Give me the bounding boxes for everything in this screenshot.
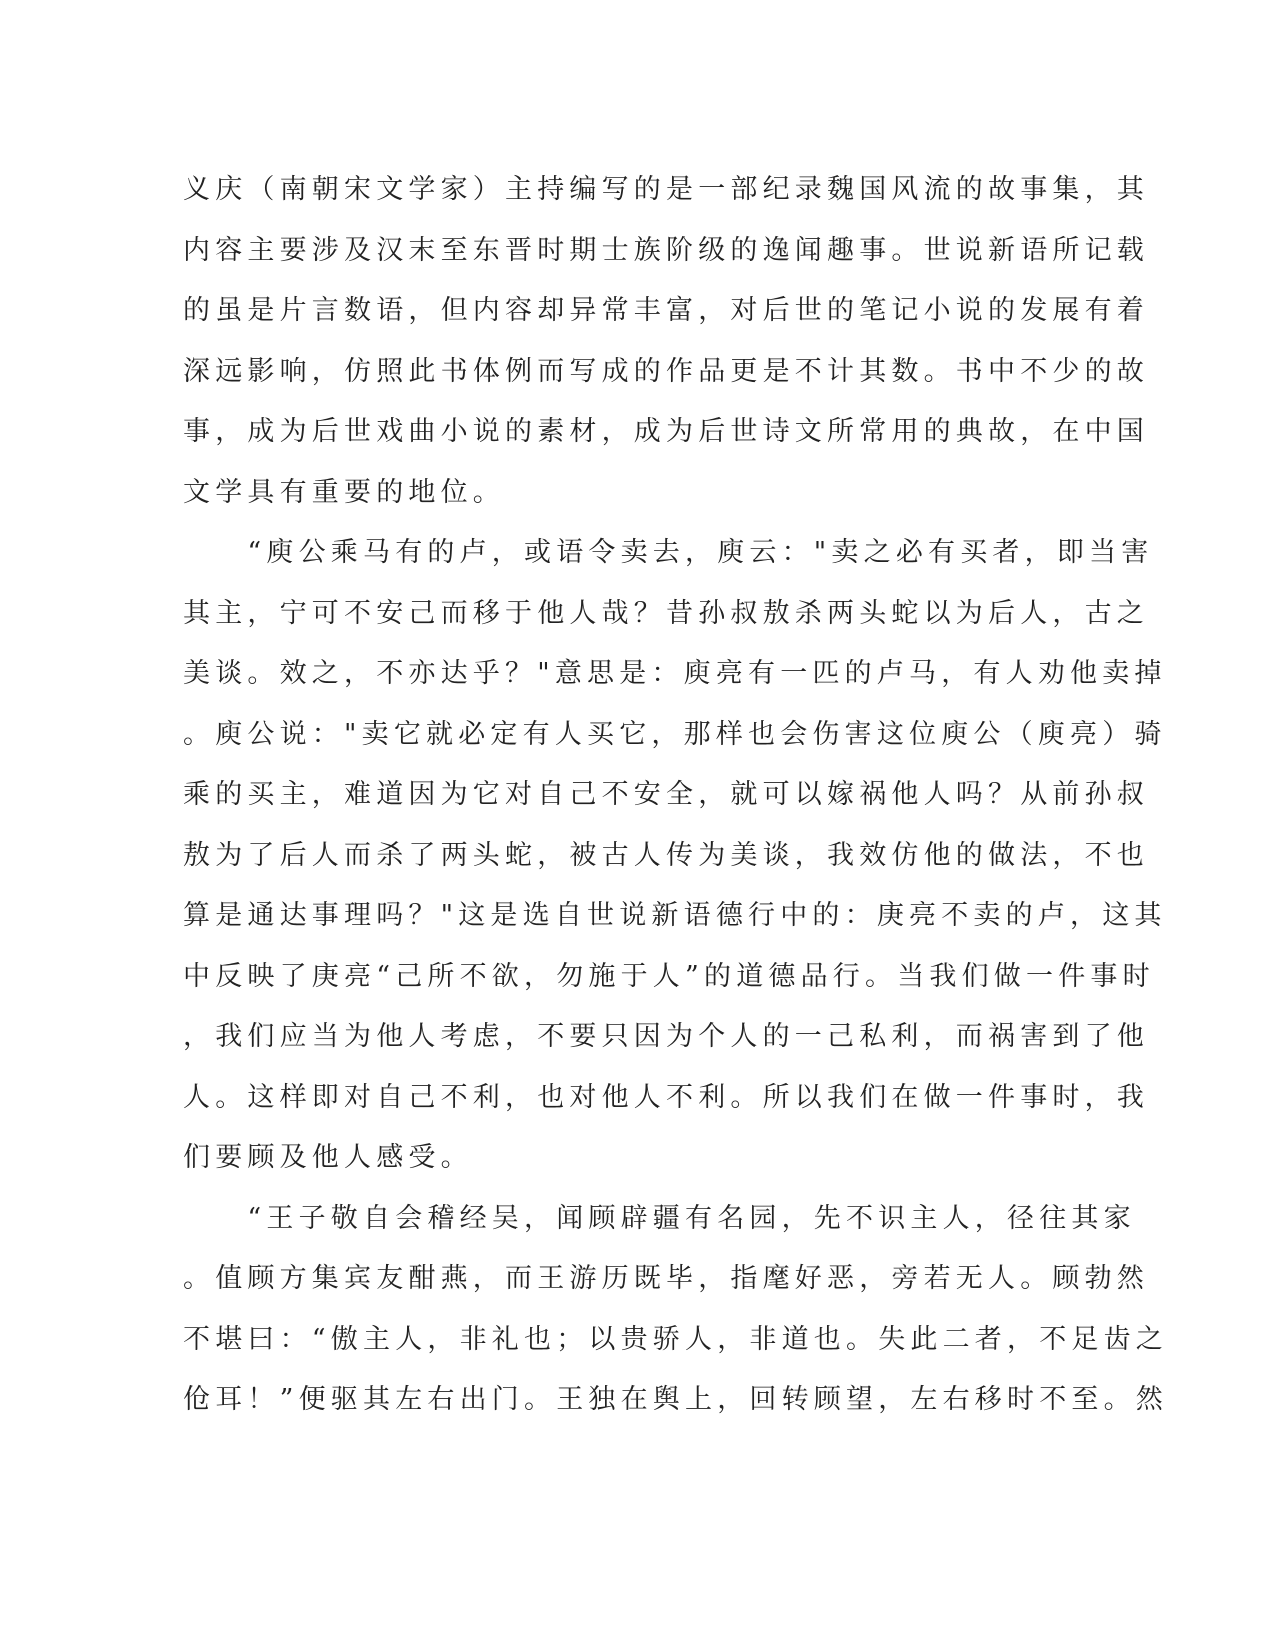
body-text: [183, 160, 1169, 1431]
text-line: 其主，宁可不安己而移于他人哉？昔孙叔敖杀两头蛇以为后人，古之: [183, 597, 1149, 629]
text-line: 义庆（南朝宋文学家）主持编写的是一部纪录魏国风流的故事集，其: [183, 174, 1149, 205]
text-line: 敖为了后人而杀了两头蛇，被古人传为美谈，我效仿他的做法，不也: [183, 839, 1149, 871]
text-line: 。庾公说："卖它就必定有人买它，那样也会伤害这位庾公（庾亮）骑: [183, 718, 1167, 750]
text-line: 不堪曰：“傲主人，非礼也；以贵骄人，非道也。失此二者，不足齿之: [183, 1323, 1169, 1355]
text-line: 深远影响，仿照此书体例而写成的作品更是不计其数。书中不少的故: [183, 355, 1149, 387]
text-line: 乘的买主，难道因为它对自己不安全，就可以嫁祸他人吗？从前孙叔: [183, 779, 1149, 810]
text-line: 事，成为后世戏曲小说的素材，成为后世诗文所常用的典故，在中国: [183, 416, 1149, 447]
text-line: 中反映了庚亮“己所不欲，勿施于人”的道德品行。当我们做一件事时: [183, 960, 1155, 992]
text-line: ，我们应当为他人考虑，不要只因为个人的一己私利，而祸害到了他: [183, 1021, 1149, 1052]
text-line: 美谈。效之，不亦达乎？"意思是：庾亮有一匹的卢马，有人劝他卖掉: [183, 658, 1167, 689]
text-line: 的虽是片言数语，但内容却异常丰富，对后世的笔记小说的发展有着: [183, 295, 1149, 326]
text-line: 内容主要涉及汉末至东晋时期士族阶级的逸闻趣事。世说新语所记载: [183, 234, 1149, 266]
text-line: 人。这样即对自己不利，也对他人不利。所以我们在做一件事时，我: [183, 1081, 1149, 1113]
text-line: 文学具有重要的地位。: [183, 476, 505, 508]
text-line: “庾公乘马有的卢，或语令卖去，庾云："卖之必有买者，即当害: [183, 537, 1154, 568]
text-line: 伧耳！”便驱其左右出门。王独在舆上，回转顾望，左右移时不至。然: [183, 1384, 1169, 1415]
text-line: 们要顾及他人感受。: [183, 1142, 473, 1173]
text-line: 算是通达事理吗？"这是选自世说新语德行中的：庚亮不卖的卢，这其: [183, 900, 1167, 931]
text-line: 。值顾方集宾友酣燕，而王游历既毕，指麾好恶，旁若无人。顾勃然: [183, 1263, 1149, 1294]
text-line: “王子敬自会稽经吴，闻顾辟疆有名园，先不识主人，径往其家: [183, 1202, 1136, 1234]
